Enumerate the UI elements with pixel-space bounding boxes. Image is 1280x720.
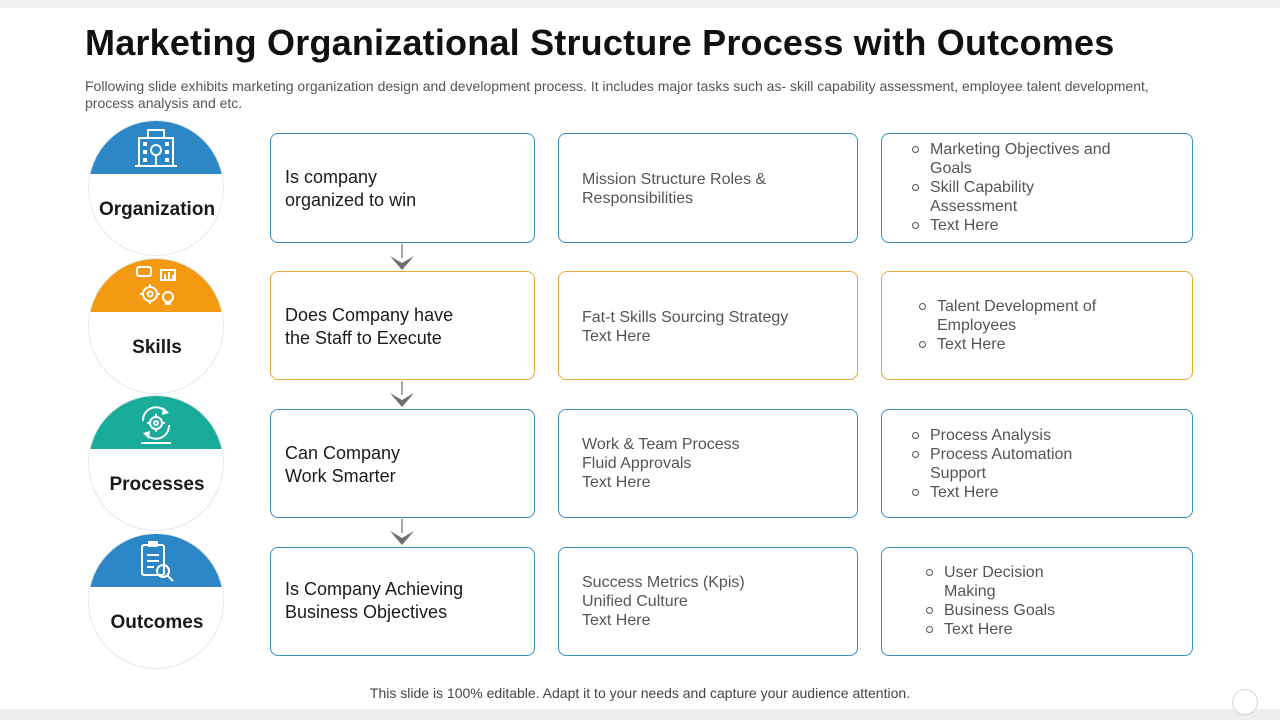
question-line: Work Smarter <box>285 466 396 486</box>
down-arrow-icon <box>387 381 417 411</box>
question-card <box>270 409 535 518</box>
question-card <box>270 271 535 380</box>
bottom-decoration-strip <box>0 709 1280 720</box>
question-card <box>270 547 535 656</box>
focus-line: Text Here <box>582 612 651 629</box>
stage-label: Organization <box>98 199 216 220</box>
outcome-card <box>881 409 1193 518</box>
focus-line: Mission Structure Roles & <box>582 171 767 188</box>
outcome-item: Marketing Objectives and Goals <box>912 140 1112 178</box>
focus-line: Work & Team Process <box>582 436 740 453</box>
clipboard-search-icon <box>133 539 179 583</box>
outcome-item: Talent Development of Employees <box>919 297 1099 335</box>
stage-organization <box>88 120 224 256</box>
outcome-item: Text Here <box>919 335 1099 354</box>
outcome-item: Text Here <box>926 620 1076 639</box>
stage-processes <box>88 395 224 531</box>
focus-line: Text Here <box>582 474 651 491</box>
focus-line: Fluid Approvals <box>582 455 692 472</box>
question-line: Business Objectives <box>285 602 448 622</box>
focus-card <box>558 133 858 243</box>
outcome-card <box>881 547 1193 656</box>
stage-outcomes <box>88 533 224 669</box>
top-decoration-strip <box>0 0 1280 8</box>
question-line: Is Company Achieving <box>285 579 464 599</box>
outcome-item: Business Goals <box>926 601 1076 620</box>
down-arrow-icon <box>387 244 417 274</box>
outcome-list <box>912 140 1112 235</box>
footer-note: This slide is 100% editable. Adapt it to your needs and capture your audience attention. <box>369 685 911 701</box>
outcome-card <box>881 271 1193 380</box>
outcome-item: Process Analysis <box>912 426 1112 445</box>
focus-line: Fat-t Skills Sourcing Strategy <box>582 309 789 326</box>
process-cycle-icon <box>133 401 179 445</box>
focus-line: Responsibilities <box>582 190 694 207</box>
outcome-item: Text Here <box>912 216 1112 235</box>
outcome-list <box>926 563 1076 639</box>
question-line: Is company <box>285 167 378 187</box>
corner-circle-icon <box>1232 689 1258 715</box>
focus-card <box>558 271 858 380</box>
outcome-list <box>912 426 1112 502</box>
down-arrow-icon <box>387 519 417 549</box>
question-line: the Staff to Execute <box>285 328 442 348</box>
question-line: Can Company <box>285 443 401 463</box>
outcome-item: User Decision Making <box>926 563 1076 601</box>
focus-line: Text Here <box>582 328 651 345</box>
stage-label: Skills <box>132 337 182 358</box>
outcome-item: Text Here <box>912 483 1112 502</box>
focus-line: Unified Culture <box>582 593 688 610</box>
stage-label: Processes <box>109 474 205 495</box>
outcome-card <box>881 133 1193 243</box>
stage-label: Outcomes <box>110 612 204 633</box>
question-card <box>270 133 535 243</box>
focus-card <box>558 547 858 656</box>
outcome-item: Skill Capability Assessment <box>912 178 1112 216</box>
focus-line: Success Metrics (Kpis) <box>582 574 745 591</box>
outcome-list <box>919 297 1099 354</box>
question-line: organized to win <box>285 190 417 210</box>
page-subtitle: Following slide exhibits marketing organization design and development process. It includes major tasks such as- skill capability assessment, employee talent development, process analysis and etc. <box>85 78 1149 111</box>
stage-skills <box>88 258 224 394</box>
focus-card <box>558 409 858 518</box>
office-building-icon <box>133 126 179 170</box>
page-title: Marketing Organizational Structure Process with Outcomes <box>85 22 1115 63</box>
skills-gears-icon <box>133 264 179 308</box>
question-line: Does Company have <box>285 305 454 325</box>
outcome-item: Process Automation Support <box>912 445 1112 483</box>
